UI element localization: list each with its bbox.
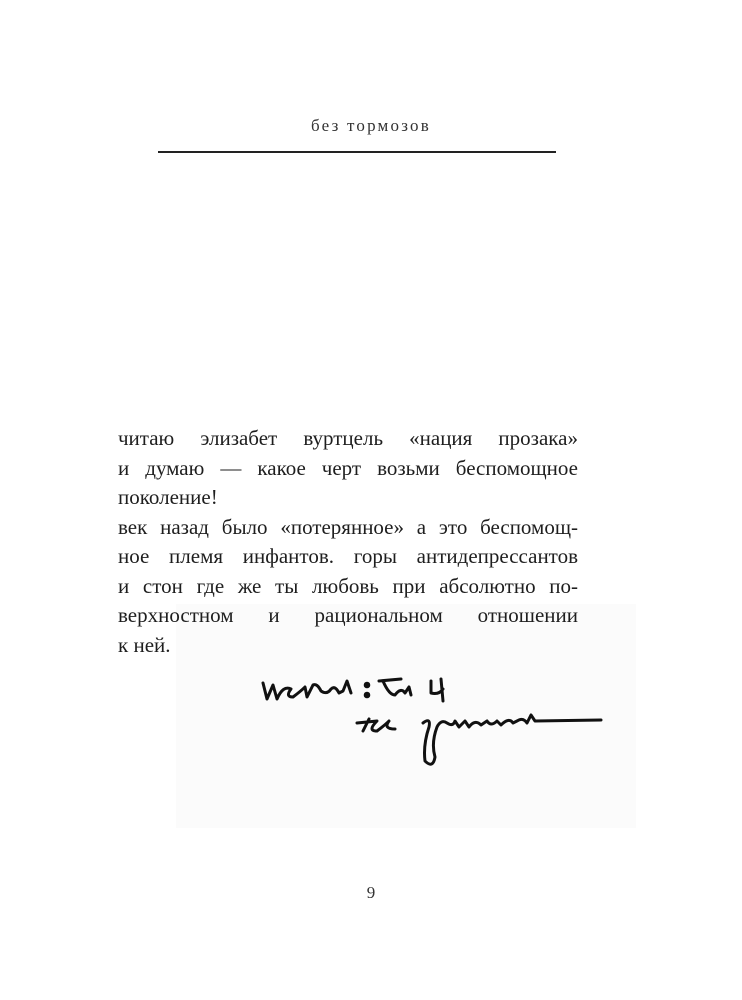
body-line: ное племя инфантов. горы антидепрессантов [118, 544, 578, 568]
page-number: 9 [366, 883, 376, 902]
header-rule [158, 151, 556, 153]
body-line: и стон где же ты любовь при абсолютно по- [118, 573, 578, 598]
body-text [118, 424, 578, 660]
body-line: поколение! [118, 485, 218, 509]
body-line: к ней. [118, 632, 171, 657]
handwritten-note [255, 665, 615, 775]
running-head: без тормозов [311, 116, 431, 135]
body-line: читаю элизабет вуртцель «нация прозака» [118, 426, 578, 450]
body-line: и думаю — какое черт возьми беспомощное [118, 455, 578, 480]
body-line: верхностном и рациональном отношении [118, 603, 578, 627]
body-line: век назад было «потерянное» а это беспомощ- [118, 514, 578, 539]
